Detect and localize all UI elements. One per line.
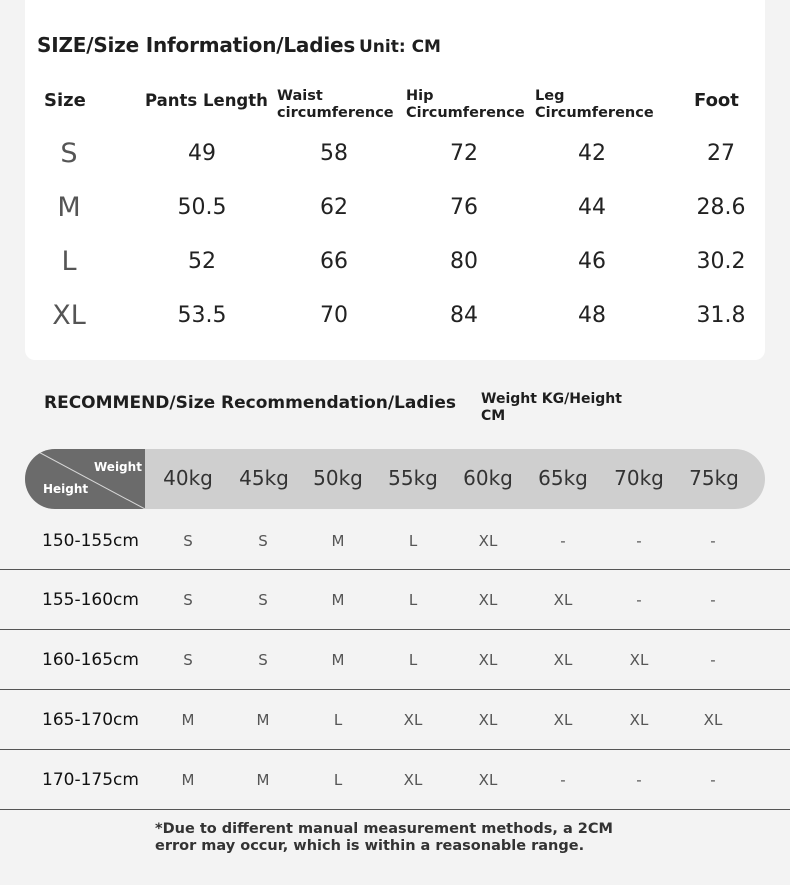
hip-value: 80 xyxy=(450,249,478,274)
weight-header: 50kg xyxy=(313,466,363,490)
recommendation-row xyxy=(0,630,790,690)
foot-value: 30.2 xyxy=(696,249,746,274)
recommendation-unit-line1: Weight KG/Height xyxy=(481,391,622,407)
height-label: 150-155cm xyxy=(42,531,139,551)
size-cell: S xyxy=(183,532,193,550)
size-row-xl xyxy=(25,296,765,336)
size-cell: L xyxy=(333,711,343,729)
hip-value: 84 xyxy=(450,303,478,328)
size-cell: - xyxy=(710,591,716,609)
size-cell: S xyxy=(183,591,193,609)
corner-diagonal-line xyxy=(25,449,145,509)
header-hip xyxy=(406,88,525,122)
size-cell: - xyxy=(710,532,716,550)
size-cell: XL xyxy=(478,711,498,729)
size-cell: M xyxy=(331,591,345,609)
size-cell: XL xyxy=(703,711,723,729)
hip-value: 76 xyxy=(450,195,478,220)
pants-length-value: 49 xyxy=(188,141,216,166)
size-cell: - xyxy=(710,771,716,789)
height-label: 165-170cm xyxy=(42,710,139,730)
size-info-title: SIZE/Size Information/Ladies xyxy=(37,33,356,57)
size-cell: - xyxy=(636,591,642,609)
waist-value: 70 xyxy=(320,303,348,328)
header-leg-line2: Circumference xyxy=(535,105,654,121)
size-label: S xyxy=(60,138,78,169)
height-label: 155-160cm xyxy=(42,590,139,610)
waist-value: 62 xyxy=(320,195,348,220)
waist-value: 66 xyxy=(320,249,348,274)
header-waist-line1: Waist xyxy=(277,88,323,104)
measurement-note-line2: error may occur, which is within a reasonable range. xyxy=(155,838,585,854)
size-cell: S xyxy=(258,532,268,550)
size-cell: XL xyxy=(478,591,498,609)
size-cell: S xyxy=(183,651,193,669)
leg-value: 48 xyxy=(578,303,606,328)
corner-weight-label: Weight xyxy=(94,460,142,474)
size-label: XL xyxy=(52,300,86,331)
foot-value: 27 xyxy=(707,141,735,166)
recommendation-row xyxy=(0,750,790,810)
size-cell: - xyxy=(636,532,642,550)
size-cell: M xyxy=(256,771,270,789)
header-hip-line2: Circumference xyxy=(406,105,525,121)
size-label: M xyxy=(57,192,81,223)
size-cell: L xyxy=(408,591,418,609)
size-cell: XL xyxy=(403,771,423,789)
height-label: 160-165cm xyxy=(42,650,139,670)
leg-value: 42 xyxy=(578,141,606,166)
header-foot: Foot xyxy=(694,90,739,111)
recommendation-unit-line2: CM xyxy=(481,408,506,424)
band-corner xyxy=(25,449,145,509)
recommendation-row xyxy=(0,510,790,570)
foot-value: 31.8 xyxy=(696,303,746,328)
weight-header: 55kg xyxy=(388,466,438,490)
waist-value: 58 xyxy=(320,141,348,166)
size-cell: - xyxy=(560,771,566,789)
foot-value: 28.6 xyxy=(696,195,746,220)
size-label: L xyxy=(61,246,77,277)
pants-length-value: 52 xyxy=(188,249,216,274)
size-cell: S xyxy=(258,651,268,669)
measurement-note-line1: *Due to different manual measurement methods, a 2CM xyxy=(155,821,613,837)
size-cell: XL xyxy=(629,711,649,729)
weight-header: 65kg xyxy=(538,466,588,490)
weight-header: 45kg xyxy=(239,466,289,490)
size-info-unit: Unit: CM xyxy=(359,37,441,57)
size-cell: L xyxy=(408,651,418,669)
size-row-s xyxy=(25,134,765,174)
leg-value: 44 xyxy=(578,195,606,220)
size-cell: L xyxy=(408,532,418,550)
size-cell: M xyxy=(181,711,195,729)
pants-length-value: 53.5 xyxy=(177,303,227,328)
size-cell: M xyxy=(331,532,345,550)
size-row-m xyxy=(25,188,765,228)
size-cell: XL xyxy=(403,711,423,729)
leg-value: 46 xyxy=(578,249,606,274)
header-waist xyxy=(277,88,394,122)
weight-header: 60kg xyxy=(463,466,513,490)
recommendation-unit xyxy=(481,391,631,425)
size-cell: - xyxy=(710,651,716,669)
header-waist-line2: circumference xyxy=(277,105,394,121)
hip-value: 72 xyxy=(450,141,478,166)
pants-length-value: 50.5 xyxy=(177,195,227,220)
corner-height-label: Height xyxy=(43,482,89,496)
recommendation-row xyxy=(0,690,790,750)
size-cell: XL xyxy=(553,591,573,609)
size-cell: M xyxy=(331,651,345,669)
weight-header-band xyxy=(25,449,765,509)
size-cell: XL xyxy=(478,771,498,789)
header-leg-line1: Leg xyxy=(535,88,565,104)
recommendation-title: RECOMMEND/Size Recommendation/Ladies xyxy=(44,393,457,413)
recommendation-row xyxy=(0,570,790,630)
size-cell: - xyxy=(636,771,642,789)
height-label: 170-175cm xyxy=(42,770,139,790)
size-info-card xyxy=(25,0,765,360)
size-cell: XL xyxy=(553,711,573,729)
size-cell: - xyxy=(560,532,566,550)
size-cell: S xyxy=(258,591,268,609)
header-hip-line1: Hip xyxy=(406,88,434,104)
header-size: Size xyxy=(44,90,86,111)
size-cell: XL xyxy=(478,532,498,550)
size-cell: M xyxy=(181,771,195,789)
weight-header: 40kg xyxy=(163,466,213,490)
size-cell: XL xyxy=(478,651,498,669)
size-cell: M xyxy=(256,711,270,729)
header-leg xyxy=(535,88,654,122)
weight-header: 75kg xyxy=(689,466,739,490)
size-row-l xyxy=(25,242,765,282)
size-cell: XL xyxy=(629,651,649,669)
measurement-note xyxy=(155,821,625,855)
weight-header: 70kg xyxy=(614,466,664,490)
size-cell: XL xyxy=(553,651,573,669)
header-pants-length: Pants Length xyxy=(145,91,268,110)
size-cell: L xyxy=(333,771,343,789)
